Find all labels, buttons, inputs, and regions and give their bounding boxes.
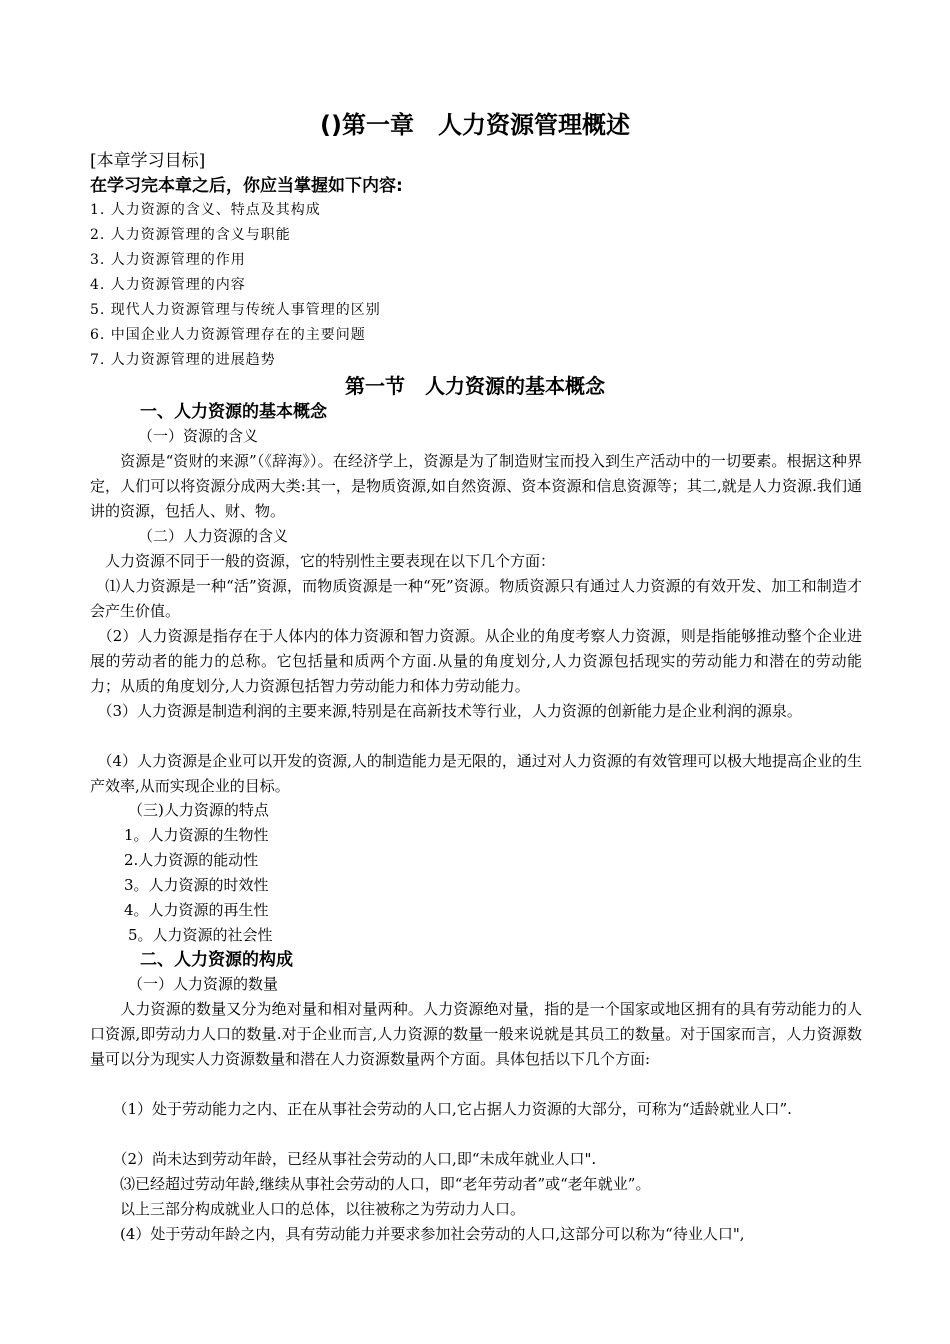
list-item: 4. 人力资源管理的内容: [90, 277, 246, 293]
paragraph-quantity-3: ⑶已经超过劳动年龄,继续从事社会劳动的人口，即“老年劳动者”或“老年就业”。: [90, 1175, 651, 1193]
paragraph-quantity-1: （1）处于劳动能力之内、正在从事社会劳动的人口,它占据人力资源的大部分，可称为“适龄就业人口”.: [90, 1100, 792, 1118]
paragraph-hr-4: （4）人力资源是企业可以开发的资源,人的制造能力是无限的，通过对人力资源的有效管理可以极大地提高企业的生产效率,从而实现企业的目标。: [90, 752, 862, 795]
trait-item: 1。人力资源的生物性: [124, 826, 269, 844]
paragraph-hr-1: ⑴人力资源是一种“活”资源，而物质资源是一种“死”资源。物质资源只有通过人力资源的有效开发、加工和制造才会产生价值。: [90, 577, 862, 620]
trait-item: 2.人力资源的能动性: [124, 851, 259, 869]
subheading-hr-traits: （三)人力资源的特点: [128, 801, 269, 819]
subheading-hr-meaning: （二）人力资源的含义: [138, 527, 289, 545]
paragraph-hr-intro: 人力资源不同于一般的资源，它的特别性主要表现在以下几个方面：: [90, 552, 556, 570]
goals-intro: 在学习完本章之后，你应当掌握如下内容:: [90, 176, 403, 196]
paragraph-quantity: 人力资源的数量又分为绝对量和相对量两种。人力资源绝对量，指的是一个国家或地区拥有的具有劳动能力的人口资源,即劳动力人口的数量.对于企业而言,人力资源的数量一般来说就是其员工的数量。对于国家而言，人力资源数量可以分为现实人力资源数量和潜在人力资源数量两个方面。具体包括以下几个方面:: [90, 1000, 862, 1068]
list-item: 1. 人力资源的含义、特点及其构成: [90, 202, 321, 218]
paragraph-quantity-summary: 以上三部分构成就业人口的总体，以往被称之为劳动力人口。: [90, 1200, 526, 1218]
paragraph-quantity-4: (4）处于劳动年龄之内，具有劳动能力并要求参加社会劳动的人口,这部分可以称为“待业人口",: [90, 1225, 745, 1243]
list-item: 2. 人力资源管理的含义与职能: [90, 227, 291, 243]
paragraph-hr-2: （2）人力资源是指存在于人体内的体力资源和智力资源。从企业的角度考察人力资源，则是指能够推动整个企业进展的劳动者的能力的总称。它包括量和质两个方面.从量的角度划分,人力资源包括现实的劳动能力和潜在的劳动能力；从质的角度划分,人力资源包括智力劳动能力和体力劳动能力。: [90, 627, 862, 695]
list-item: 7. 人力资源管理的进展趋势: [90, 352, 276, 368]
list-item: 5. 现代人力资源管理与传统人事管理的区别: [90, 302, 381, 318]
subheading-resource-meaning: （一）资源的含义: [138, 427, 259, 445]
paragraph-quantity-2: （2）尚未达到劳动年龄，已经从事社会劳动的人口,即“未成年就业人口".: [90, 1150, 597, 1168]
trait-item: 5。人力资源的社会性: [128, 926, 273, 944]
subheading-hr-quantity: （一）人力资源的数量: [128, 975, 279, 993]
paragraph-hr-3: （3）人力资源是制造利润的主要来源,特别是在高新技术等行业，人力资源的创新能力是企业利润的源泉。: [90, 702, 802, 720]
trait-item: 3。人力资源的时效性: [124, 876, 269, 894]
heading-basic-concept: 一、人力资源的基本概念: [140, 402, 327, 422]
list-item: 6. 中国企业人力资源管理存在的主要问题: [90, 327, 366, 343]
heading-composition: 二、人力资源的构成: [140, 950, 293, 970]
section-title: 第一节 人力资源的基本概念: [345, 374, 605, 398]
paragraph-resource: 资源是“资财的来源”（《辞海》）。在经济学上，资源是为了制造财宝而投入到生产活动中的一切要素。根据这种界定，人们可以将资源分成两大类:其一，是物质资源,如自然资源、资本资源和信息资源等；其二,就是人力资源.我们通讲的资源，包括人、财、物。: [90, 452, 862, 520]
trait-item: 4。人力资源的再生性: [124, 901, 269, 919]
chapter-title: ()第一章 人力资源管理概述: [320, 111, 630, 139]
goal-list: [90, 198, 870, 373]
list-item: 3. 人力资源管理的作用: [90, 252, 246, 268]
goals-label: [本章学习目标]: [90, 151, 206, 171]
